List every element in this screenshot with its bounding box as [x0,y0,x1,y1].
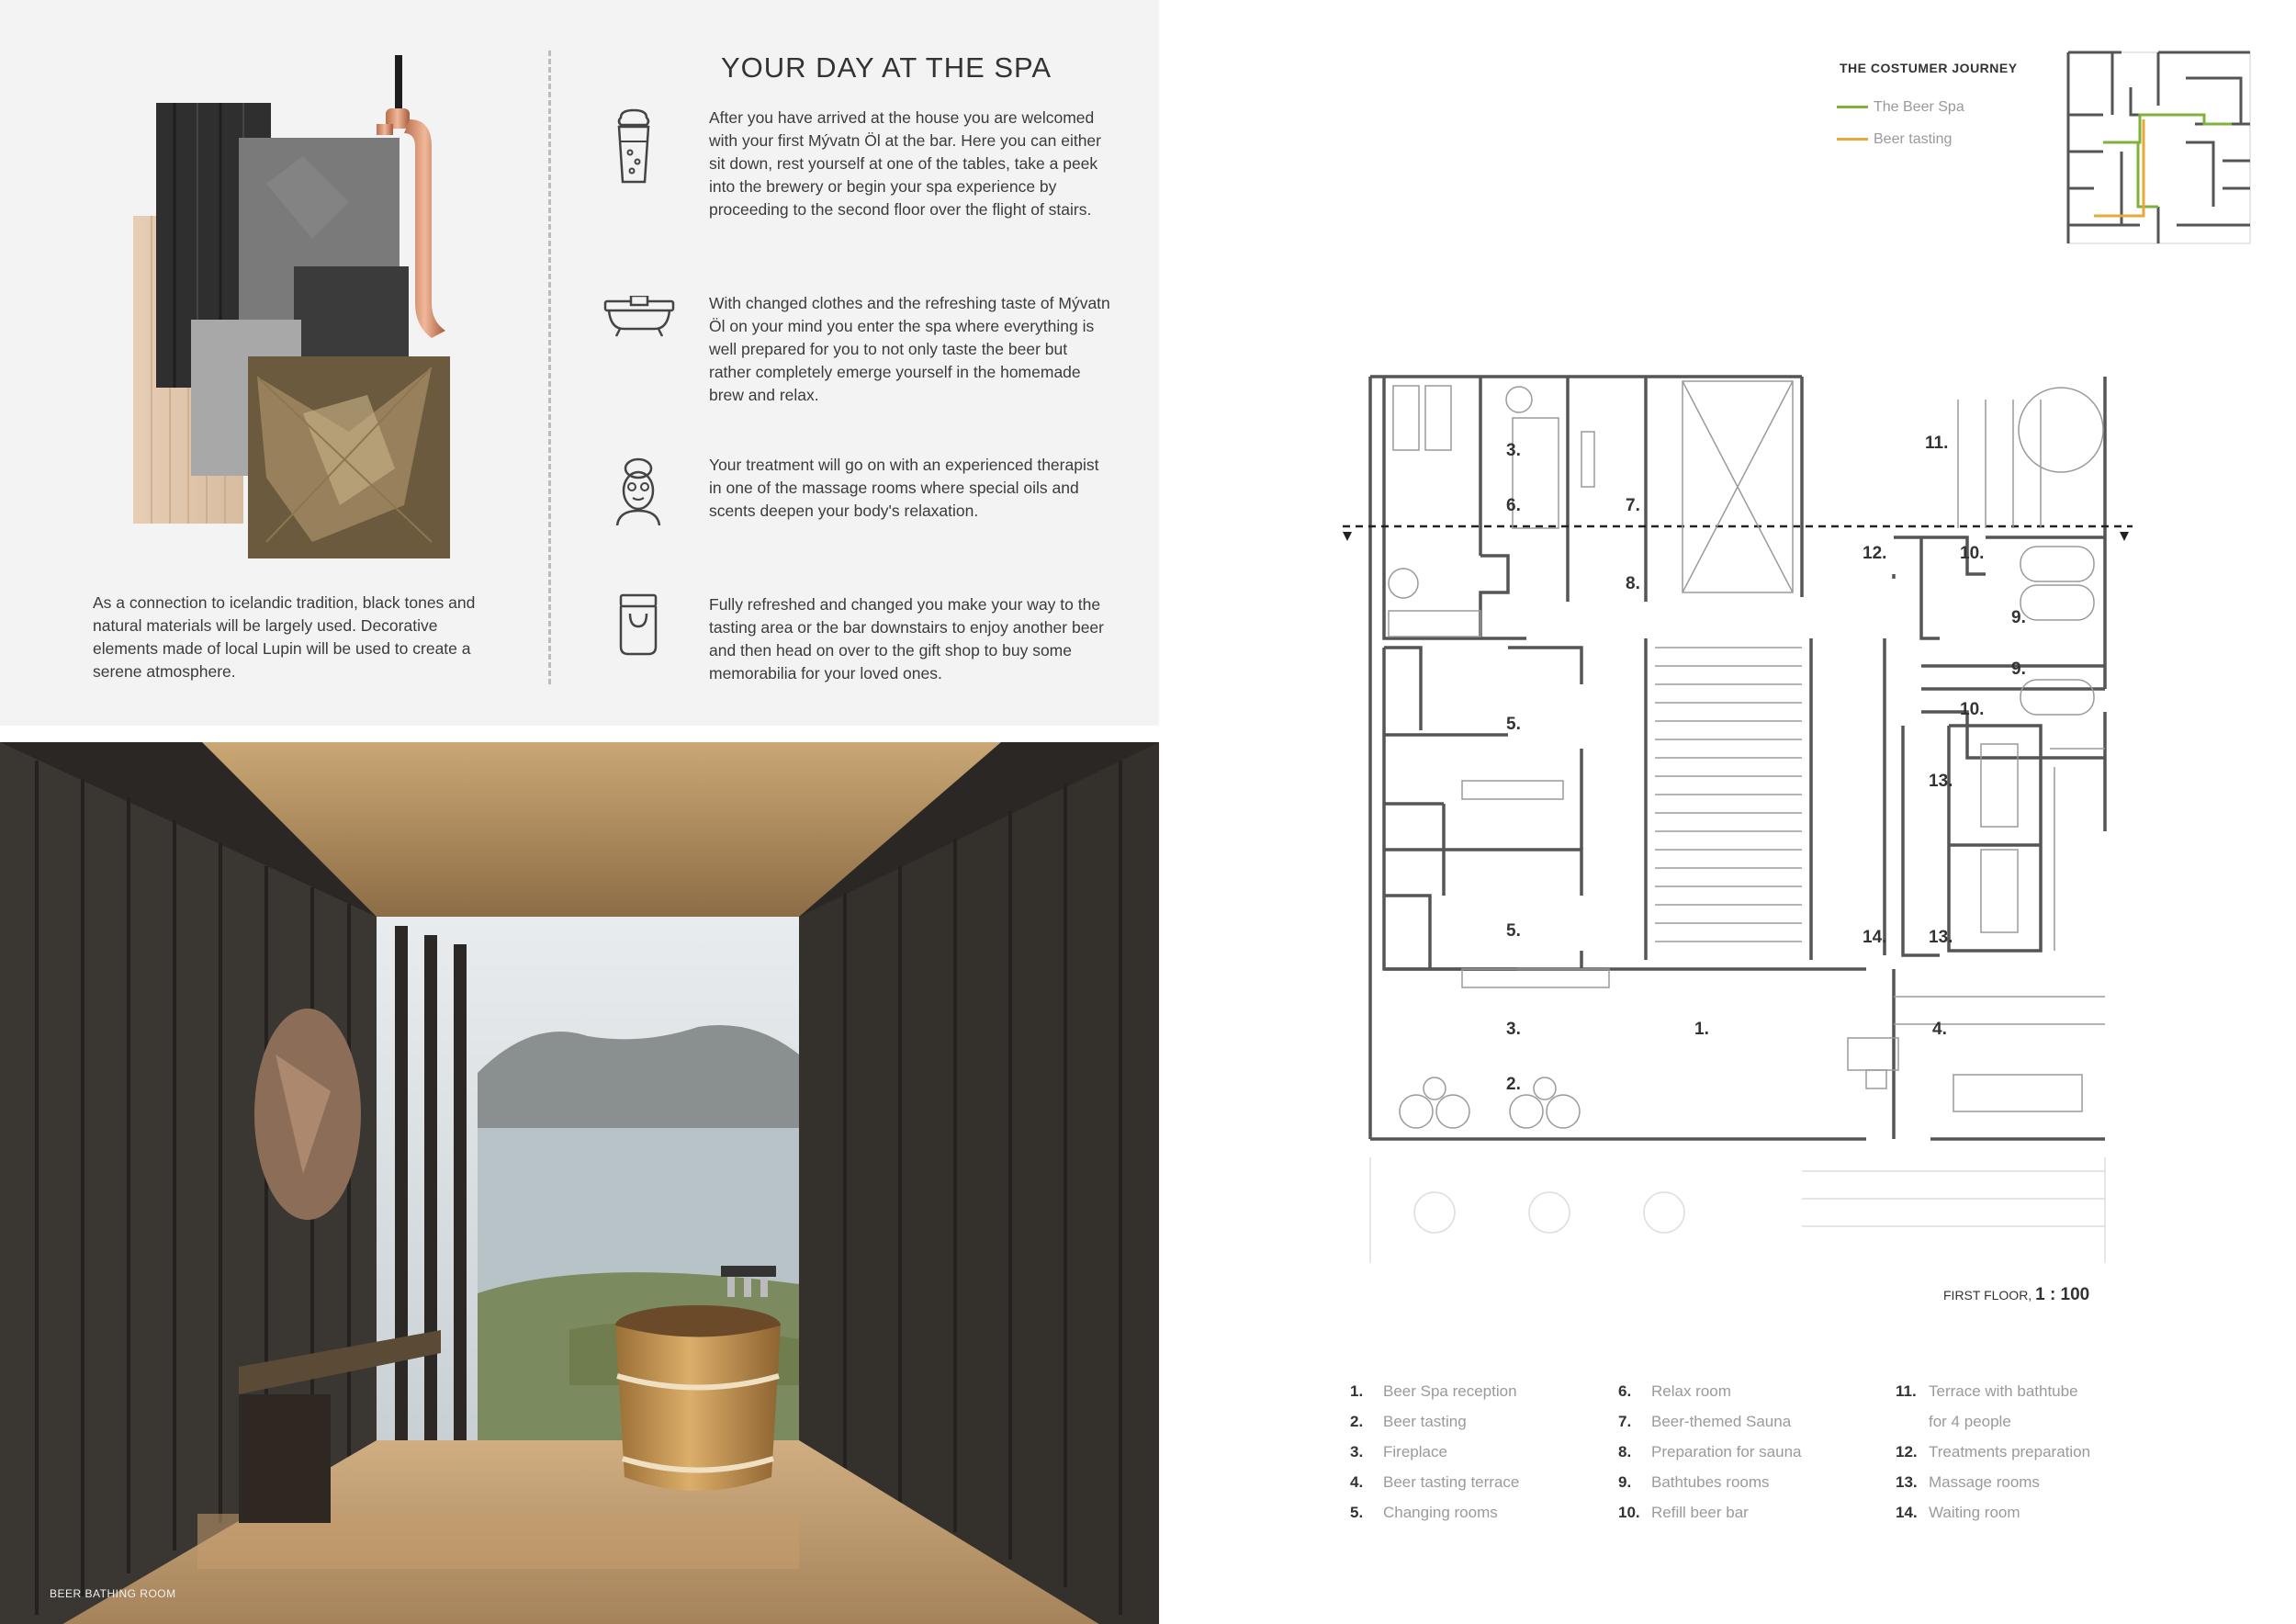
journey-label: The Beer Spa [1874,99,1964,115]
beer-bathing-room-render [0,742,1159,1624]
dashed-divider [548,51,551,684]
room-label: 12. [1863,544,1887,563]
legend-item: 5. Changing rooms [1350,1504,1498,1521]
floor-plan-caption [1943,1285,2089,1305]
room-label: 9. [2011,608,2026,627]
legend-item: 1. Beer Spa reception [1350,1382,1517,1400]
room-label: 9. [2011,660,2026,679]
room-label: 5. [1506,921,1521,941]
room-label: 6. [1506,496,1521,515]
room-label: 10. [1960,700,1985,719]
legend-item: 12. Treatments preparation [1896,1443,2091,1460]
room-label: 7. [1626,496,1640,515]
room-label: 3. [1506,1020,1521,1039]
room-label: 1. [1694,1020,1709,1039]
legend-item: 9. Bathtubes rooms [1618,1473,1770,1491]
legend-item: 4. Beer tasting terrace [1350,1473,1520,1491]
legend-item: 3. Fireplace [1350,1443,1447,1460]
floor-caption-prefix: FIRST FLOOR, [1943,1288,2032,1303]
bathtub-icon [603,296,675,338]
legend-item: 8. Preparation for sauna [1618,1443,1802,1460]
room-label: 13. [1929,928,1953,947]
legend-item: 11. Terrace with bathtube [1896,1382,2078,1400]
lupin-textile-sample [248,356,450,558]
green-line-swatch [1837,106,1868,108]
room-label: 5. [1506,715,1521,734]
journey-title: THE COSTUMER JOURNEY [1840,61,2018,75]
room-label: 14. [1863,928,1887,947]
spa-section-title: YOUR DAY AT THE SPA [721,51,1052,84]
room-label: 3. [1506,441,1521,460]
room-label: 2. [1506,1075,1521,1094]
legend-item: 2. Beer tasting [1350,1413,1467,1430]
step-2-text: With changed clothes and the refreshing taste of Mývatn Öl on your mind you enter the spa where everything is well prepared for you to not only taste the beer but rather completely emerge yourself in the homemade brew and relax. [709,294,1110,404]
legend-item: 14. Waiting room [1896,1504,2020,1521]
legend-item: for 4 people [1929,1413,2011,1430]
step-4-text: Fully refreshed and changed you make your way to the tasting area or the bar downstairs to enjoy another beer and then head on over to the gift shop to buy some memorabilia for your loved ones. [709,595,1104,682]
legend-item: 7. Beer-themed Sauna [1618,1413,1792,1430]
journey-item-beer-tasting [1837,131,1952,148]
legend-item: 10. Refill beer bar [1618,1504,1749,1521]
journey-item-beer-spa [1837,99,1964,116]
room-label: 8. [1626,574,1640,593]
materials-description: As a connection to icelandic tradition, black tones and natural materials will be largely used. Decorative elements made of local Lupin will be used to create a serene atmosphere. [93,593,476,681]
step-1-text: After you have arrived at the house you are welcomed with your first Mývatn Öl at the bar. Here you can either sit down, rest yourself at one of the tables, take a peek into the brewery or begin your spa experience by proceeding to the second floor over the flight of stairs. [709,108,1101,219]
room-label: 10. [1960,544,1985,563]
photo-caption: BEER BATHING ROOM [50,1587,176,1600]
face-mask-icon [613,457,663,525]
journey-mini-plan [2066,51,2255,248]
legend-item: 13. Massage rooms [1896,1473,2040,1491]
room-label: 11. [1925,434,1949,453]
floor-scale: 1 : 100 [2035,1285,2090,1304]
orange-line-swatch [1837,138,1868,141]
material-moodboard [129,46,496,570]
room-label: 4. [1932,1020,1947,1039]
room-label: 13. [1929,772,1953,791]
legend-item: 6. Relax room [1618,1382,1731,1400]
first-floor-plan [1343,363,2151,1272]
beer-glass-icon [613,108,654,186]
journey-label: Beer tasting [1874,131,1953,147]
shopping-bag-icon [617,593,659,656]
step-3-text: Your treatment will go on with an experienced therapist in one of the massage rooms where special oils and scents deepen your body's relaxation. [709,456,1099,520]
